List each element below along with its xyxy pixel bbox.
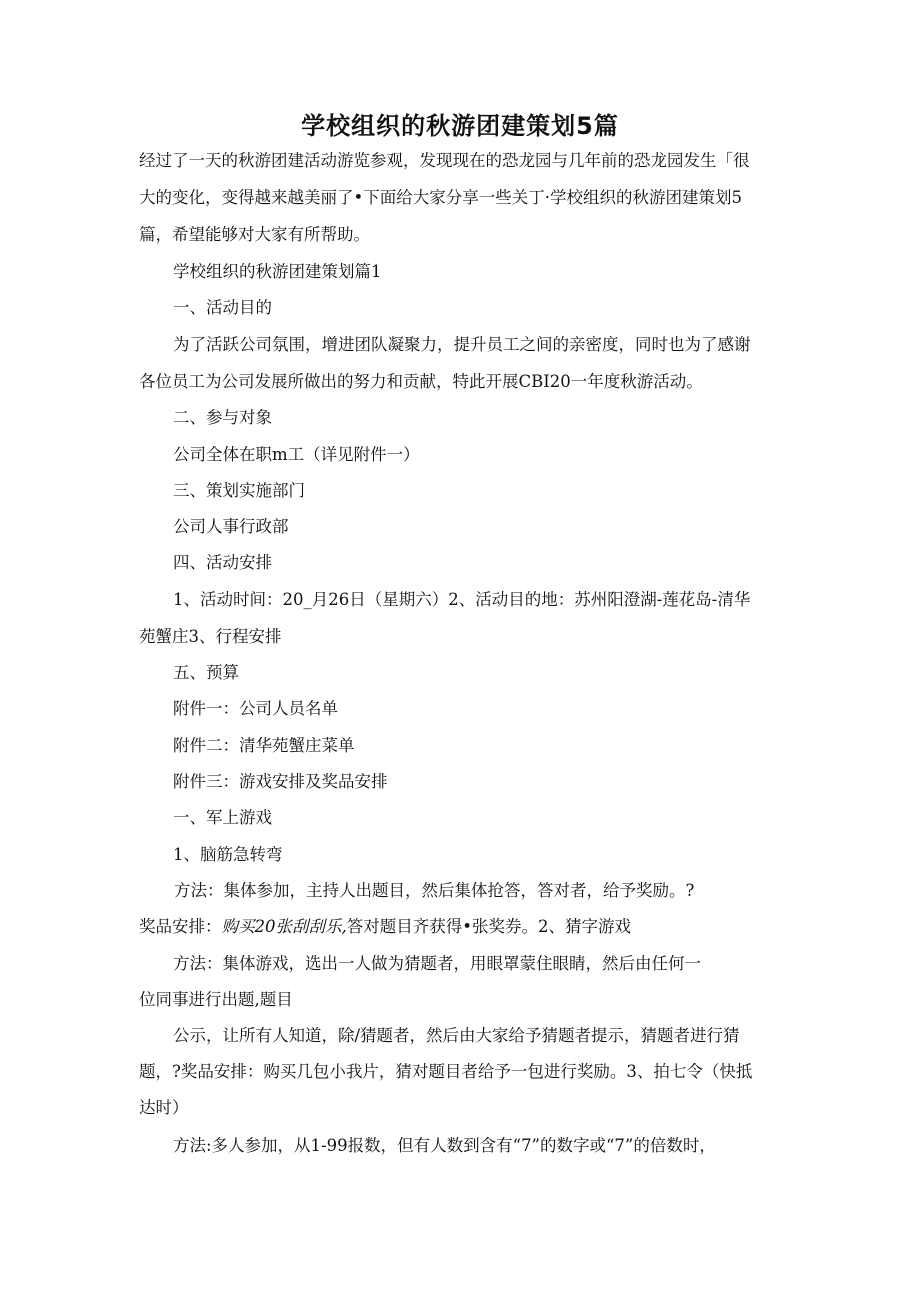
prize-label: 奖品安排：: [139, 917, 222, 936]
prize-emphasis: 购买20张刮刮乐,: [221, 917, 347, 936]
heading-games: 一、军上游戏: [173, 808, 272, 827]
heading-activity-purpose: 一、活动目的: [173, 298, 272, 317]
intro-line-2: 大的变化，变得越来越美丽了•下面给大家分享一些关丁·学校组织的秋游团建策划5: [139, 188, 742, 207]
paragraph-line: 公示，让所有人知道，除/猜题者，然后由大家给予猜题者提示，猜题者进行猜: [173, 1026, 740, 1045]
heading-arrangement: 四、活动安排: [173, 553, 272, 572]
prize-line: [139, 917, 631, 937]
paragraph-line: 各位员工为公司发展所做出的努力和贡献，特此开展CBI20一年度秋游活动。: [139, 372, 703, 391]
paragraph-line: 公司人事行政部: [173, 517, 289, 536]
subheading-line: 1、脑筋急转弯: [173, 845, 283, 864]
heading-participants: 二、参与对象: [173, 408, 272, 427]
intro-line-1: 经过了一天的秋游团建活动游览参观，发现现在的恐龙园与几年前的恐龙园发生「很: [139, 151, 750, 170]
paragraph-line: 苑蟹庄3、行程安排: [139, 627, 282, 646]
paragraph-line: 方法：集体参加，主持人出题目，然后集体抢答，答对者，给予奖励。?: [174, 881, 695, 900]
paragraph-line: 位同事进行出题,题目: [139, 990, 293, 1009]
paragraph-line: 达时）: [139, 1098, 189, 1117]
document-title: 学校组织的秋游团建策划5篇: [301, 112, 619, 140]
paragraph-line: 方法:多人参加，从1-99报数，但有人数到含有“7”的数字或“7”的倍数时，: [173, 1136, 716, 1155]
paragraph-line: 方法：集体游戏，选出一人做为猜题者，用眼罩蒙住眼睛，然后由任何一: [173, 954, 701, 973]
attachment-line: 附件一：公司人员名单: [173, 699, 338, 718]
paragraph-line: 1、活动时间：20_月26日（星期六）2、活动目的地：苏州阳澄湖-莲花岛-清华: [173, 590, 751, 609]
attachment-line: 附件三：游戏安排及奖品安排: [173, 772, 388, 791]
paragraph-line: 公司全体在职m工（详见附件一）: [173, 445, 420, 464]
intro-line-3: 篇，希望能够对大家有所帮助。: [139, 225, 370, 244]
attachment-line: 附件二：清华苑蟹庄菜单: [173, 736, 355, 755]
heading-department: 三、策划实施部门: [173, 481, 305, 500]
section-heading: 学校组织的秋游团建策划篇1: [173, 262, 382, 281]
paragraph-line: 为了活跃公司氛围，增进团队凝聚力，提升员工之间的亲密度，同时也为了感谢: [173, 335, 751, 354]
paragraph-line: 题，?奖品安排：购买几包小我片，猜对题目者给予一包进行奖励。3、拍七令（快抵: [139, 1062, 753, 1081]
prize-rest: 答对题目齐获得•张奖券。2、猜字游戏: [346, 917, 631, 936]
heading-budget: 五、预算: [173, 663, 239, 682]
